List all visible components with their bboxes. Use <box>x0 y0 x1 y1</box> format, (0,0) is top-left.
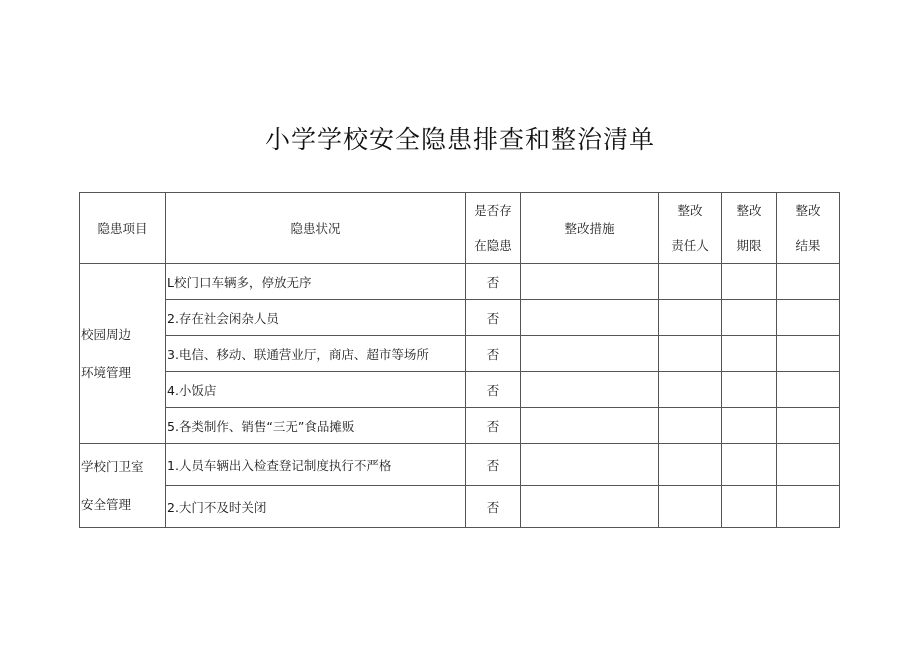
header-exists <box>466 193 521 264</box>
hazard-checklist-table <box>79 192 840 528</box>
condition-cell: 4.小饭店 <box>166 372 466 408</box>
table-row <box>80 300 840 336</box>
deadline-cell <box>722 486 777 528</box>
category-cell <box>80 264 166 444</box>
condition-cell: 5.各类制作、销售“三无”食品摊贩 <box>166 408 466 444</box>
header-item: 隐患项目 <box>80 193 166 264</box>
condition-cell: 1.人员车辆出入检查登记制度执行不严格 <box>166 444 466 486</box>
result-cell <box>777 264 840 300</box>
exists-cell: 否 <box>466 486 521 528</box>
header-exists-line1: 是否存 <box>474 203 512 218</box>
category-cell <box>80 444 166 528</box>
table-row <box>80 486 840 528</box>
responsible-cell <box>659 486 722 528</box>
result-cell <box>777 444 840 486</box>
exists-cell: 否 <box>466 300 521 336</box>
responsible-cell <box>659 264 722 300</box>
measures-cell <box>521 372 659 408</box>
measures-cell <box>521 300 659 336</box>
category-line2: 环境管理 <box>81 364 132 380</box>
condition-cell: 3.电信、移动、联通营业厅，商店、超市等场所 <box>166 336 466 372</box>
result-cell <box>777 486 840 528</box>
header-measures: 整改措施 <box>521 193 659 264</box>
header-result-line2: 结果 <box>795 238 821 253</box>
measures-cell <box>521 336 659 372</box>
result-cell <box>777 408 840 444</box>
measures-cell <box>521 264 659 300</box>
measures-cell <box>521 408 659 444</box>
deadline-cell <box>722 264 777 300</box>
result-cell <box>777 336 840 372</box>
exists-cell: 否 <box>466 336 521 372</box>
responsible-cell <box>659 300 722 336</box>
exists-cell: 否 <box>466 264 521 300</box>
deadline-cell <box>722 336 777 372</box>
responsible-cell <box>659 408 722 444</box>
header-responsible-line1: 整改 <box>677 203 703 218</box>
header-deadline-line1: 整改 <box>736 203 762 218</box>
condition-cell: 2.大门不及时关闭 <box>166 486 466 528</box>
deadline-cell <box>722 372 777 408</box>
condition-cell: 2.存在社会闲杂人员 <box>166 300 466 336</box>
responsible-cell <box>659 336 722 372</box>
result-cell <box>777 372 840 408</box>
header-exists-line2: 在隐患 <box>474 238 512 253</box>
table-row <box>80 444 840 486</box>
category-line1: 校园周边 <box>81 326 132 342</box>
deadline-cell <box>722 408 777 444</box>
table-row <box>80 336 840 372</box>
result-cell <box>777 300 840 336</box>
header-responsible <box>659 193 722 264</box>
exists-cell: 否 <box>466 408 521 444</box>
table-header-row <box>80 193 840 264</box>
category-line1: 学校门卫室 <box>81 458 144 474</box>
responsible-cell <box>659 372 722 408</box>
table-row <box>80 372 840 408</box>
header-deadline-line2: 期限 <box>736 238 762 253</box>
table-row <box>80 408 840 444</box>
condition-cell: L校门口车辆多，停放无序 <box>166 264 466 300</box>
category-line2: 安全管理 <box>81 496 132 512</box>
exists-cell: 否 <box>466 444 521 486</box>
header-result <box>777 193 840 264</box>
header-deadline <box>722 193 777 264</box>
header-result-line1: 整改 <box>795 203 821 218</box>
header-responsible-line2: 责任人 <box>671 238 709 253</box>
table-row <box>80 264 840 300</box>
header-condition: 隐患状况 <box>166 193 466 264</box>
deadline-cell <box>722 300 777 336</box>
page-title: 小学学校安全隐患排查和整治清单 <box>264 125 655 154</box>
measures-cell <box>521 444 659 486</box>
deadline-cell <box>722 444 777 486</box>
measures-cell <box>521 486 659 528</box>
responsible-cell <box>659 444 722 486</box>
exists-cell: 否 <box>466 372 521 408</box>
